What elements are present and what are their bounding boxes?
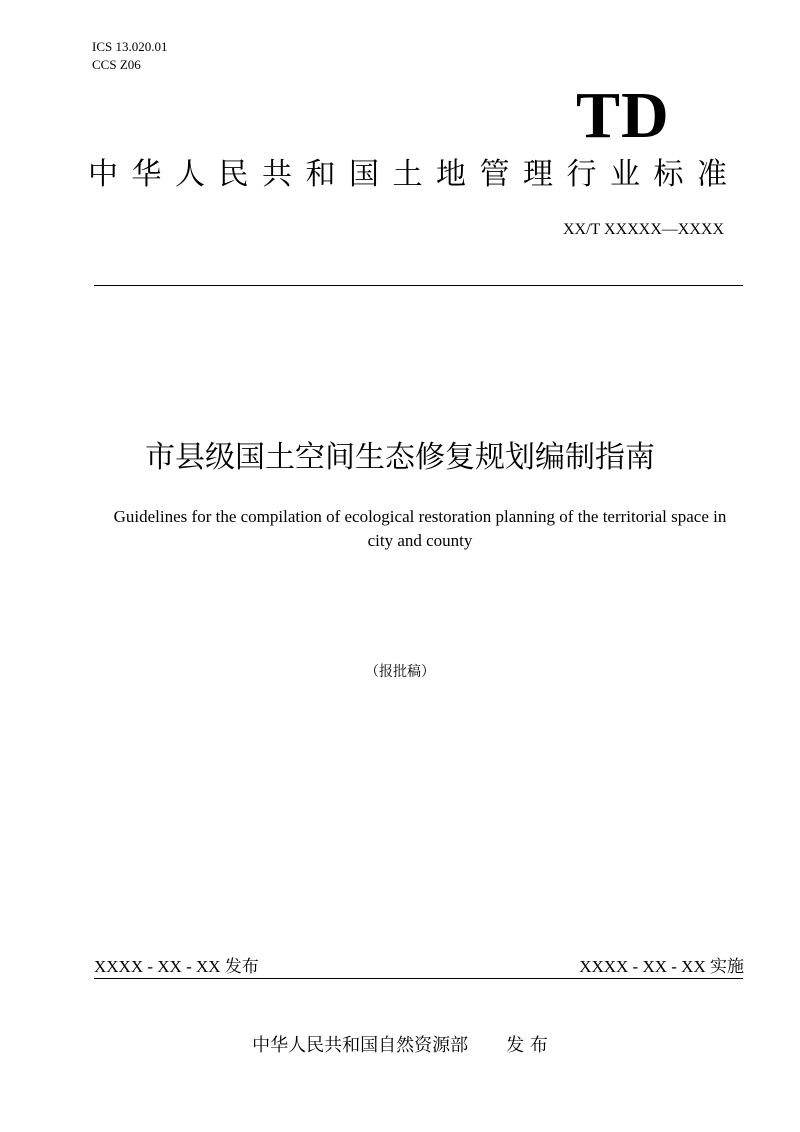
issuer-name: 中华人民共和国自然资源部 <box>252 1035 469 1056</box>
header-divider <box>94 285 743 286</box>
standard-number: XX/T XXXXX—XXXX <box>562 221 724 238</box>
document-title-en: Guidelines for the compilation of ecological restoration planning of the territorial space in city and county <box>113 507 727 550</box>
publish-date-value: XXXX - XX - XX <box>94 957 225 976</box>
issuer-action: 发 布 <box>506 1035 548 1056</box>
ics-code: ICS 13.020.01 <box>92 39 168 54</box>
footer-divider <box>94 978 743 979</box>
publish-date-label: 发布 <box>224 957 259 977</box>
issuer-line <box>0 1033 800 1059</box>
implement-date-label: 实施 <box>710 957 744 977</box>
implement-date <box>579 955 744 979</box>
publish-date <box>94 955 259 979</box>
document-title-cn: 市县级国土空间生态修复规划编制指南 <box>145 440 655 475</box>
ccs-code: CCS Z06 <box>92 57 141 72</box>
draft-status: （报批稿） <box>365 664 435 680</box>
classification-codes <box>92 38 167 74</box>
implement-date-value: XXXX - XX - XX <box>579 957 710 976</box>
td-logo: TD <box>576 79 670 152</box>
standard-category: 中华人民共和国土地管理行业标准 <box>88 157 741 192</box>
